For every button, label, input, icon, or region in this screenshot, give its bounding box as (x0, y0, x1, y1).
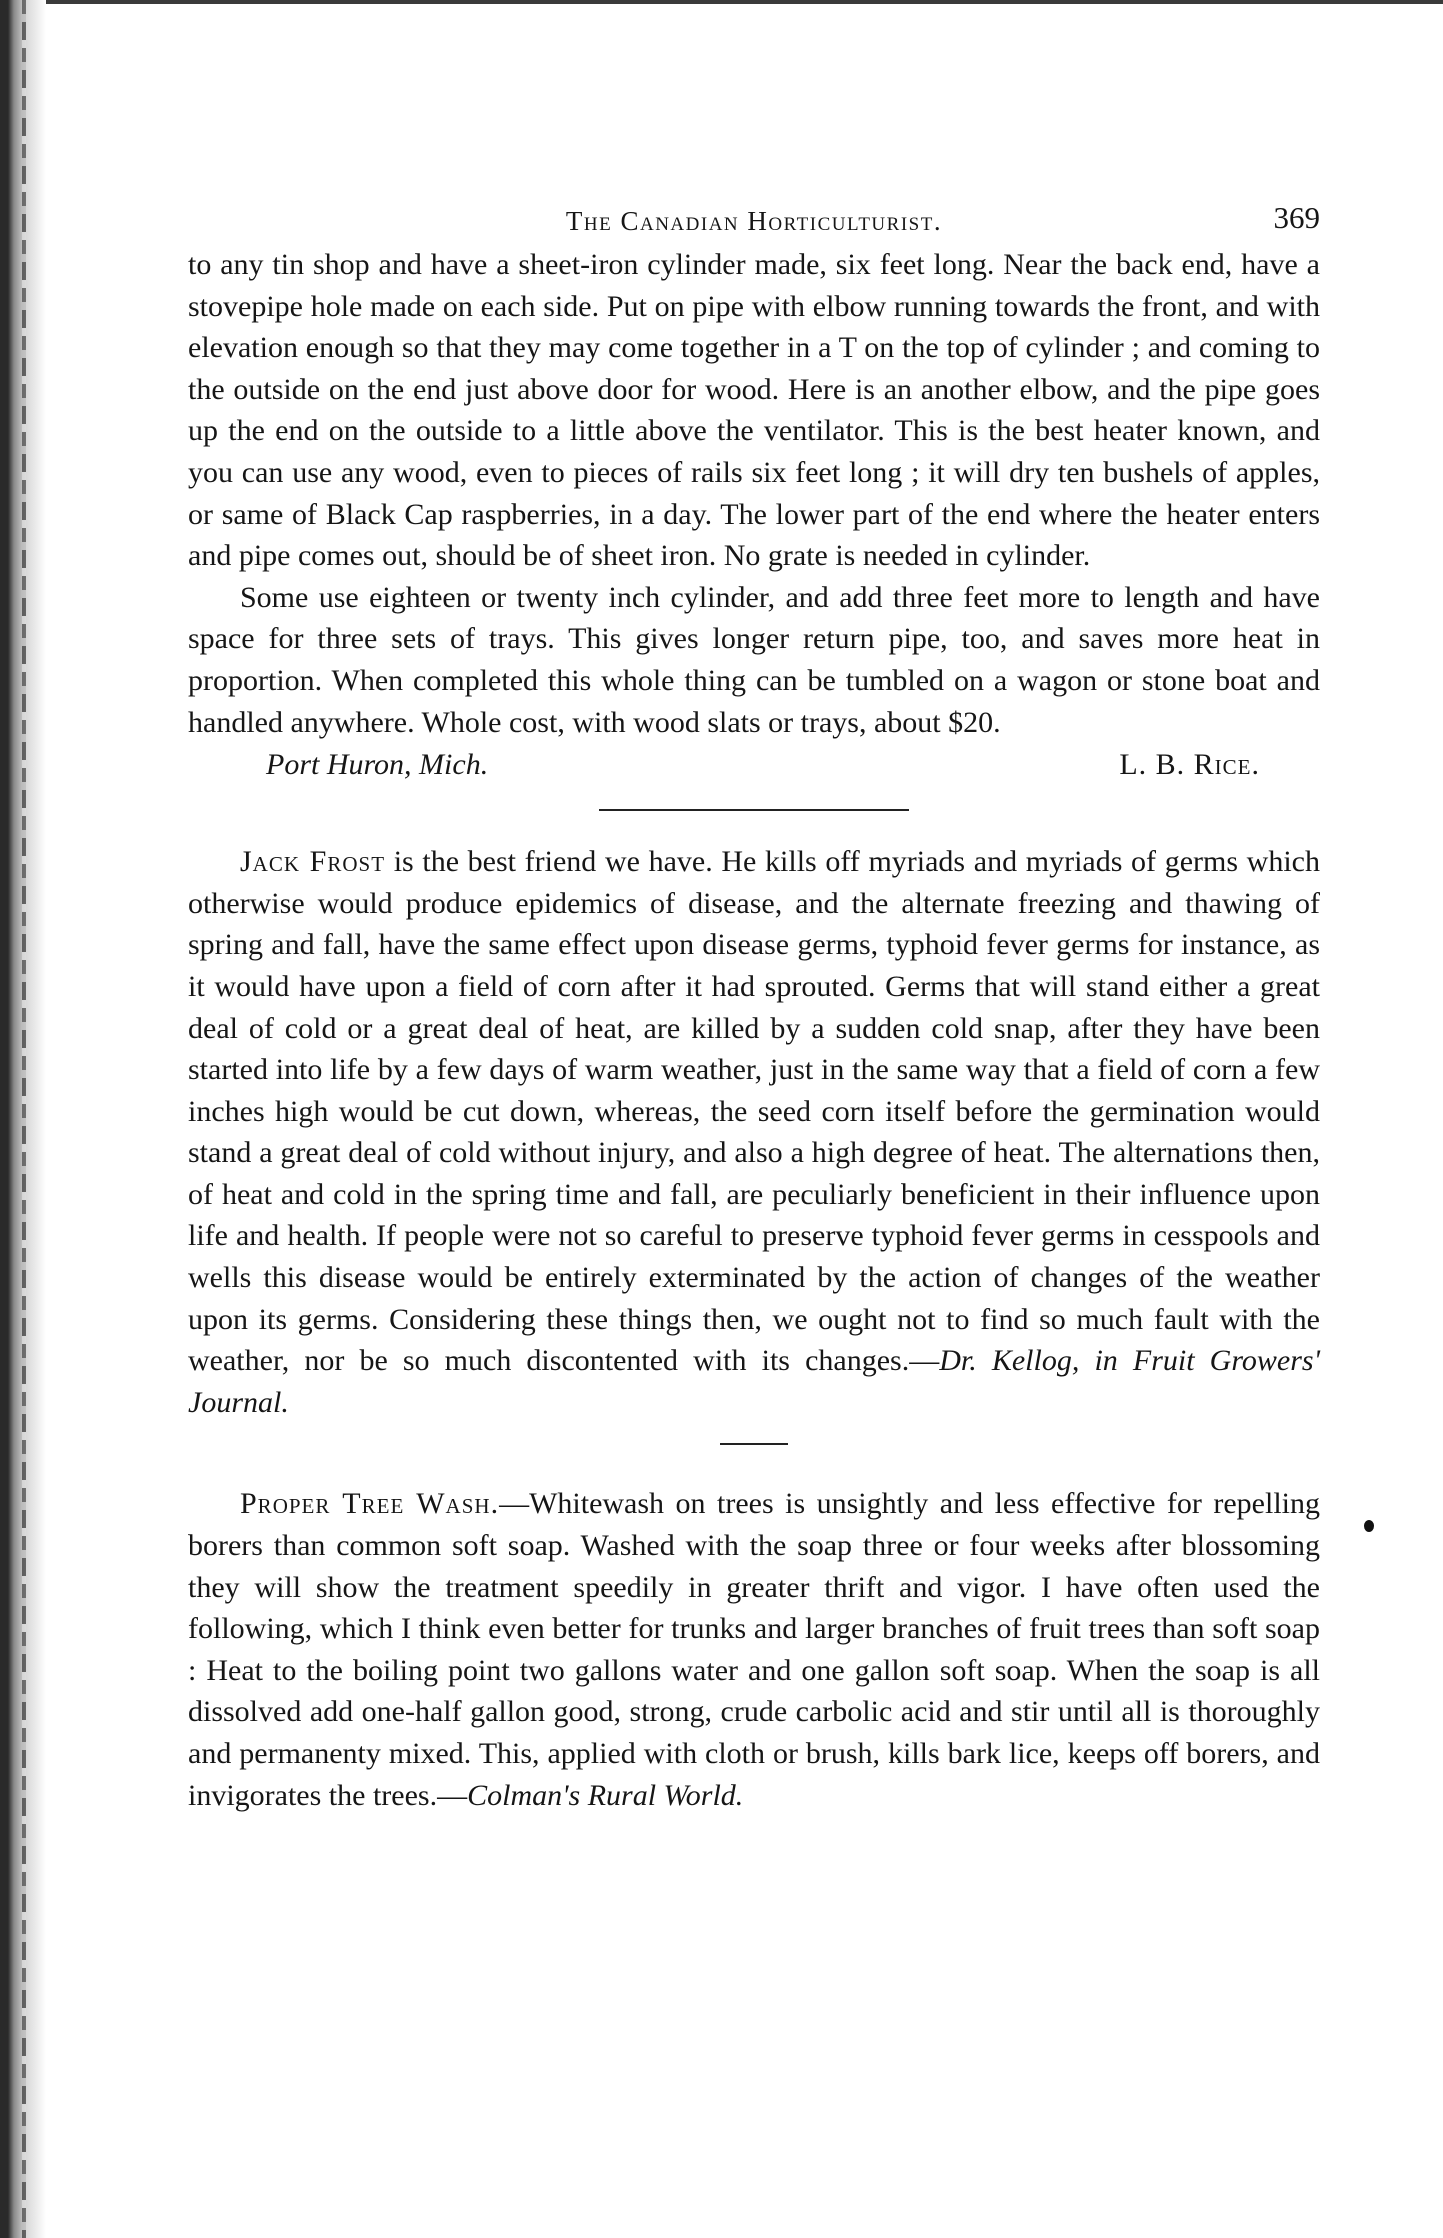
journal-title: The Canadian Horticulturist. (565, 206, 943, 236)
article-citation: Dr. Kellog, in Fruit Growers' Journal. (188, 1344, 1320, 1419)
article-jack-frost (188, 841, 1320, 1423)
ink-speck (1364, 1520, 1374, 1532)
signature-line (188, 743, 1320, 787)
page-content (188, 198, 1320, 1816)
article-paragraph (188, 1483, 1320, 1816)
running-head (188, 198, 1320, 244)
article-fruit-dryer (188, 244, 1320, 787)
article-tree-wash (188, 1483, 1320, 1816)
article-paragraph: Some use eighteen or twenty inch cylinder, and add three feet more to length and have space for three sets of trays. This gives longer return pipe, too, and saves more heat in proportion. When completed this whole thing can be tumbled on a wagon or stone boat and handled anywhere. Whole cost, with wood slats or trays, about $20. (188, 580, 1320, 739)
article-lead: Jack Frost (240, 845, 386, 879)
article-body: is the best friend we have. He kills off myriads and myriads of germs which otherwise would produce epidemics of disease, and the alternate freezing and thawing of spring and fall, have the same effect upon disease germs, typhoid fever germs for instance, as it would have upon a field of corn after it had sprouted. Germs that will stand either a great deal of cold or a great deal of heat, are killed by a sudden cold snap, after they have been started into life by a few days of warm weather, just in the same way that a field of corn a few inches high would be cut down, whereas, the seed corn itself before the germination would stand a great deal of cold without injury, and also a high degree of heat. The alternations then, of heat and cold in the spring time and fall, are peculiarly beneficient in their influence upon life and health. If people were not so careful to preserve typhoid fever germs in cesspools and wells this disease would be entirely exterminated by the action of changes of the weather upon its germs. Considering these things then, we ought not to find so much fault with the weather, nor be so much discontented with its changes.— (188, 845, 1320, 1378)
scan-top-edge (0, 0, 1443, 4)
section-divider (599, 809, 909, 811)
section-divider (720, 1443, 788, 1445)
article-paragraph: to any tin shop and have a sheet-iron cylinder made, six feet long. Near the back end, have a stovepipe hole made on each side. Put on pipe with elbow running towards the front, and with elevation enough so that they may come together in a T on the top of cylinder ; and coming to the outside on the end just above door for wood. Here is an another elbow, and the pipe goes up the end on the outside to a little above the ventilator. This is the best heater known, and you can use any wood, even to pieces of rails six feet long ; it will dry ten bushels of apples, or same of Black Cap raspberries, in a day. The lower part of the end where the heater enters and pipe comes out, should be of sheet iron. No grate is needed in cylinder. (188, 248, 1320, 573)
page-number: 369 (1273, 200, 1320, 235)
signature-place: Port Huron, Mich. (266, 748, 489, 782)
signature-name: L. B. Rice. (1119, 748, 1260, 782)
article-citation: Colman's Rural World. (467, 1778, 744, 1812)
article-paragraph (188, 841, 1320, 1423)
article-body: —Whitewash on trees is unsightly and less effective for repelling borers than common soft soap. Washed with the soap three or four weeks after blossoming they will show the treatment speedily in greater thrift and vigor. I have often used the following, which I think even better for trunks and larger branches of fruit trees than soft soap : Heat to the boiling point two gallons water and one gallon soft soap. When the soap is all dissolved add one-half gallon good, strong, crude carbolic acid and stir until all is thoroughly and permanenty mixed. This, applied with cloth or brush, kills bark lice, keeps off borers, and invigorates the trees.— (188, 1487, 1320, 1812)
article-lead: Proper Tree Wash. (240, 1487, 500, 1521)
scan-binding-edge (0, 0, 46, 2238)
